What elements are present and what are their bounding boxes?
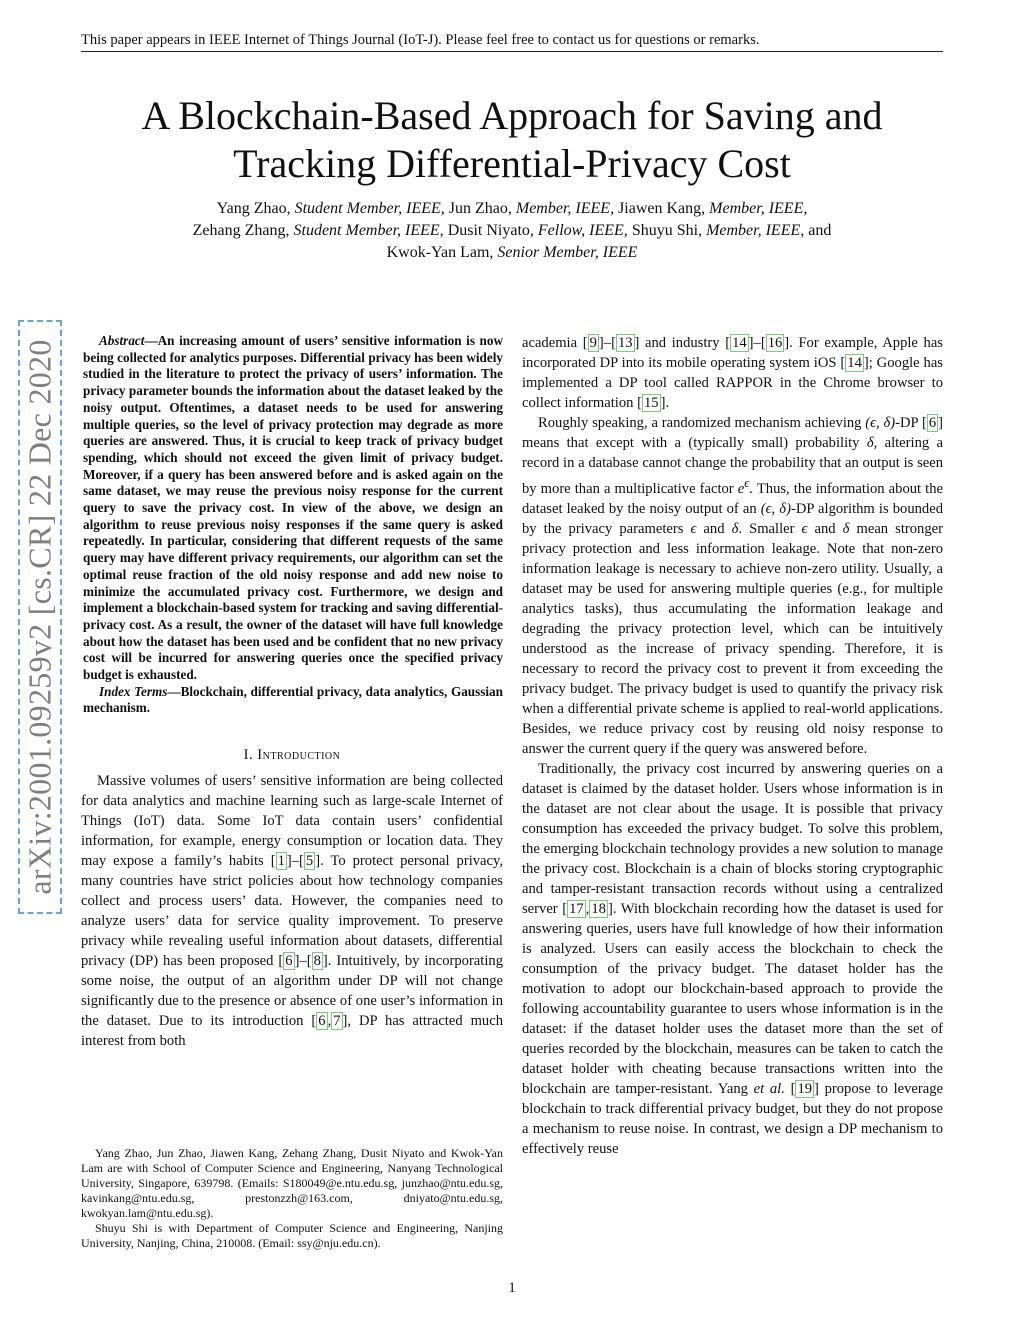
author-role: Student Member, IEEE, xyxy=(293,222,444,239)
citation-link[interactable]: 9 xyxy=(589,335,597,351)
body-text: . Thus, the information about the dataset leaked by the noisy output of an xyxy=(522,480,943,517)
citation-link[interactable]: 14 xyxy=(732,335,747,351)
citation-link[interactable]: 18 xyxy=(591,900,606,917)
citation-link[interactable]: 15 xyxy=(643,395,659,411)
body-text: – xyxy=(603,335,612,351)
citation-link[interactable]: 17 xyxy=(569,900,584,917)
citation-link[interactable]: 6 xyxy=(928,415,937,431)
body-text: . For example, Apple has incorporated DP into its mobile operating system iOS xyxy=(522,335,943,371)
body-text: – xyxy=(291,853,300,870)
section-title: Introduction xyxy=(257,747,341,764)
math-expression: ϵ xyxy=(690,520,697,537)
author-role: Student Member, IEEE, xyxy=(294,200,445,217)
author-role: Member, IEEE, xyxy=(709,200,808,217)
author-and: and xyxy=(808,222,832,239)
math-expression: δ xyxy=(731,520,739,537)
author-role: Member, IEEE, xyxy=(515,200,615,217)
body-text: . Intuitively, by incorporating some noise, the output of an algorithm under DP will not change significantly due to the presence or absence of one user’s information in the dataset. Due to its introduction xyxy=(81,953,503,1030)
citation-link[interactable]: 5 xyxy=(305,853,314,870)
author-name: Jiawen Kang, xyxy=(618,200,706,217)
right-column xyxy=(522,333,943,1159)
author-name: Jun Zhao, xyxy=(448,200,512,217)
arxiv-id: arXiv:2001.09259v2 [cs.CR] 22 Dec 2020 xyxy=(21,339,58,895)
math-expression: e xyxy=(737,480,745,497)
citation-link[interactable]: 8 xyxy=(313,953,321,970)
citation-link[interactable]: 1 xyxy=(277,853,285,870)
index-terms-label: Index Terms xyxy=(99,683,168,699)
body-text: ; Google has implemented a DP tool called RAPPOR in the Chrome browser to collect information xyxy=(522,355,943,411)
author-name: Kwok-Yan Lam, xyxy=(386,244,494,261)
author-line-2 xyxy=(110,220,914,242)
right-paragraph-1: academia [ 9 ]–[ 13 ] and industry [ 14 ]–[ 16 ]. For example, Apple has incorporated DP into its mobile operating system iOS [ 14 ]; Google has implemented a DP tool called RAPPOR in the Chrome browser to collect information [ 15 ]. xyxy=(522,335,943,411)
index-terms-text: —Blockchain, differential privacy, data analytics, Gaussian mechanism. xyxy=(83,683,503,716)
author-role: Fellow, IEEE, xyxy=(537,222,628,239)
left-column xyxy=(81,333,503,1051)
author-name: Yang Zhao, xyxy=(216,200,291,217)
author-name: Zehang Zhang, xyxy=(192,222,290,239)
header-rule xyxy=(81,51,943,52)
body-text: and xyxy=(807,520,843,537)
section-numeral: I. xyxy=(243,747,254,764)
title-line-1: A Blockchain-Based Approach for Saving and xyxy=(141,93,883,138)
body-text: . To protect personal privacy, many countries have strict policies about how technology companies collect and process users’ data. However, the companies need to analyze users’ data for service quality improvement. To preserve privacy while revealing useful information about datasets, differential privacy (DP) has been proposed xyxy=(81,853,503,970)
footnote-paragraph-1: Yang Zhao, Jun Zhao, Jiawen Kang, Zehang Zhang, Dusit Niyato and Kwok-Yan Lam are with School of Computer Science and Engineering, Nanyang Technological University, Singapore, 639798. (Emails: S180049@e.ntu.edu.sg, junzhao@ntu.edu.sg, kavinkang@ntu.edu.sg, prestonzzh@163.com, dniyato@ntu.edu.sg, kwokyan.lam@ntu.edu.sg). xyxy=(81,1146,503,1220)
body-text: , altering a record in a database cannot change the probability that an output is seen by more than a multiplicative factor xyxy=(522,435,943,497)
right-paragraph-2: Roughly speaking, a randomized mechanism achieving (ϵ, δ)-DP [ 6 ] means that except with a (typically small) probability δ, altering a record in a database cannot change the probability that an output is seen by more than a multiplicative factor $e^\epsilon$. Thus, the information about the dataset leaked by the noisy output of an (ϵ, δ)-DP algorithm is bounded by the privacy parameters ϵ and δ. Smaller ϵ and δ mean stronger privacy protection and less information leakage. Note that non-zero information leakage is necessary to achieve non-zero utility. Usually, a dataset may be used for answering multiple queries (e.g., for multiple analytics tasks), thus accumulating the information leakage and degrading the privacy protection level, which can be intuitively understood as the increase of privacy spending. Therefore, it is necessary to record the privacy cost to prevent it from exceeding the privacy budget. The privacy budget is used to quantify the privacy risk when a differential private scheme is applied to real-world applications. Besides, we reduce privacy cost by reusing old noisy response to answer the current query if the query was answered before. xyxy=(522,415,944,757)
body-text: , DP has attracted much interest from both xyxy=(81,1013,503,1050)
index-terms xyxy=(83,684,503,717)
body-text: Roughly speaking, a randomized mechanism achieving xyxy=(538,415,866,431)
math-expression: δ xyxy=(842,520,850,537)
citation-link[interactable]: 6 xyxy=(285,953,293,970)
footnote-paragraph-2: Shuyu Shi is with Department of Computer Science and Engineering, Nanjing University, Nanjing, China, 210008. (Email: ssy@nju.edu.cn). xyxy=(81,1221,503,1250)
abstract-label: Abstract xyxy=(99,333,145,348)
intro-paragraph: Massive volumes of users’ sensitive information are being collected for data analytics and machine learning such as large-scale Internet of Things (IoT) data. Some IoT data contain users’ confidential information, for example, energy consumption or location data. They may expose a family’s habits [ 1 ]–[ 5 ]. To protect personal privacy, many countries have strict policies about how technology companies collect and process users’ data. However, the companies need to analyze users’ data for service quality improvement. To preserve privacy while revealing useful information about datasets, differential privacy (DP) has been proposed [ 6 ]–[ 8 ]. Intuitively, by incorporating some noise, the output of an algorithm under DP will not change significantly due to the presence or absence of one user’s information in the dataset. Due to its introduction [ 6 , 7 ], DP has attracted much interest from both xyxy=(81,773,503,1050)
abstract xyxy=(81,333,503,717)
affiliation-footnote xyxy=(81,1146,503,1251)
body-text: . With blockchain recording how the dataset is used for answering queries, users have full knowledge of how their information is analyzed. Users can easily access the blockchain to check the consumption of the privacy budget. The dataset holder has the motivation to adopt our blockchain-based approach to provide the following accountability guarantee to users whose information is in the dataset: if the dataset holder uses the dataset more than the set of queries recorded by the blockchain, measures can be taken to catch the dataset holder with cheating because transactions written into the blockchain are tamper-resistant. Yang xyxy=(522,900,943,1097)
math-expression: (ϵ, δ) xyxy=(865,415,896,431)
body-text: . Smaller xyxy=(738,520,802,537)
body-text: Massive volumes of users’ sensitive information are being collected for data analytics and machine learning such as large-scale Internet of Things (IoT) data. Some IoT data contain users’ confidential information, for example, energy consumption or location data. They may expose a family’s habits xyxy=(81,773,503,870)
body-text: mean stronger privacy protection and less information leakage. Note that non-zero information leakage is necessary to achieve non-zero utility. Usually, a dataset may be used for answering multiple queries (e.g., for multiple analytics tasks), thus accumulating the information leakage and degrading the privacy protection level, which can be intuitively understood as the increase of privacy spending. Therefore, it is necessary to record the privacy cost to prevent it from exceeding the privacy budget. The privacy budget is used to quantify the privacy risk when a differential private scheme is applied to real-world applications. Besides, we reduce privacy cost by reusing old noisy response to answer the current query if the query was answered before. xyxy=(522,520,943,757)
page-number: 1 xyxy=(508,1280,516,1296)
author-name: Shuyu Shi, xyxy=(631,222,703,239)
author-role: Senior Member, IEEE xyxy=(497,244,638,261)
abstract-paragraph xyxy=(83,333,503,684)
author-name: Dusit Niyato, xyxy=(447,222,534,239)
body-text: and industry xyxy=(639,335,726,351)
body-text: academia xyxy=(522,335,583,351)
body-text: and xyxy=(696,520,732,537)
author-role: Member, IEEE, xyxy=(706,222,805,239)
body-text: propose to leverage blockchain to track differential privacy budget, but they do not propose a mechanism to reuse noise. In contrast, we design a DP mechanism to effectively reuse xyxy=(522,1080,943,1157)
citation-link[interactable]: 6 xyxy=(318,1013,326,1030)
math-superscript: ϵ xyxy=(744,476,750,490)
author-line-3 xyxy=(110,242,914,264)
et-al: et al. xyxy=(753,1080,785,1097)
citation-link[interactable]: 19 xyxy=(797,1080,813,1097)
author-block xyxy=(110,198,914,264)
arxiv-identifier-stamp[interactable] xyxy=(18,320,62,914)
citation-link[interactable]: 14 xyxy=(847,355,862,371)
citation-link[interactable]: 7 xyxy=(333,1013,341,1030)
body-text: -DP algorithm is bounded by the privacy parameters xyxy=(522,500,944,537)
abstract-text: —An increasing amount of users’ sensitive information is now being collected for analytics purposes. Differential privacy has been widely studied in the literature to protect the privacy of users’ information. The privacy parameter bounds the information about the dataset leaked by the noisy output. Oftentimes, a dataset needs to be used for answering multiple queries, so the level of privacy protection may degrade as more queries are answered. Thus, it is crucial to keep track of privacy budget spending, which should not exceed the given limit of privacy budget. Moreover, if a query has been answered before and is asked again on the same dataset, we may reuse the previous noisy response for the current query to save the privacy cost. In view of the above, we design an algorithm to reuse previous noisy responses if the same query is asked repeatedly. In particular, considering that different requests of the same query may have different privacy requirements, our algorithm can set the optimal reuse fraction of the old noisy response and add new noise to minimize the accumulated privacy cost. Furthermore, we design and implement a blockchain-based system for tracking and saving differential-privacy cost. As a result, the owner of the dataset will have full knowledge about how the dataset has been used and be confident that no new privacy cost will be incurred for answering queries once the specified privacy budget is exhausted. xyxy=(83,333,503,683)
body-text: Traditionally, the privacy cost incurred by answering queries on a dataset is claimed by the dataset holder. Users whose information is in the dataset are not clear about the usage. It is possible that privacy consumption has exceeded the privacy budget. To solve this problem, the emerging blockchain technology provides a new solution to manage the privacy cost. Blockchain is a chain of blocks storing cryptographic and tamper-resistant transaction records without using a centralized server xyxy=(522,760,943,917)
section-heading-introduction xyxy=(81,745,503,765)
citation-link[interactable]: 16 xyxy=(767,335,783,351)
body-text: – xyxy=(753,335,761,351)
right-paragraph-3: Traditionally, the privacy cost incurred by answering queries on a dataset is claimed by the dataset holder. Users whose information is in the dataset are not clear about the usage. It is possible that privacy consumption has exceeded the privacy budget. To solve this problem, the emerging blockchain technology provides a new solution to manage the privacy cost. Blockchain is a chain of blocks storing cryptographic and tamper-resistant transaction records without using a centralized server [ 17 , 18 ]. With blockchain recording how the dataset is used for answering queries, users have full knowledge of how their information is analyzed. Users can easily access the blockchain to check the consumption of the privacy budget. The dataset holder has the motivation to adopt our blockchain-based approach to provide the following accountability guarantee to users whose information is in the dataset: if the dataset holder uses the dataset more than the set of queries recorded by the blockchain, measures can be taken to catch the dataset holder with cheating because transactions written into the blockchain are tamper-resistant. Yang et al. [ 19 ] propose to leverage blockchain to track differential privacy budget, but they do not propose a mechanism to reuse noise. In contrast, we design a DP mechanism to effectively reuse xyxy=(522,760,943,1157)
math-expression: δ xyxy=(866,435,874,451)
body-text: – xyxy=(299,953,307,970)
math-expression: (ϵ, δ) xyxy=(760,500,791,517)
title-line-2: Tracking Differential-Privacy Cost xyxy=(233,141,791,186)
author-line-1 xyxy=(110,198,914,220)
paper-title xyxy=(60,92,964,188)
body-text xyxy=(785,1081,791,1097)
body-text: -DP xyxy=(895,415,922,431)
body-text: means that except with a (typically small) probability xyxy=(522,435,867,451)
body-text: . xyxy=(665,395,670,411)
journal-header-note: This paper appears in IEEE Internet of Things Journal (IoT-J). Please feel free to contact us for questions or remarks. xyxy=(81,32,760,48)
citation-link[interactable]: 13 xyxy=(617,335,633,351)
math-expression: ϵ xyxy=(801,520,808,537)
